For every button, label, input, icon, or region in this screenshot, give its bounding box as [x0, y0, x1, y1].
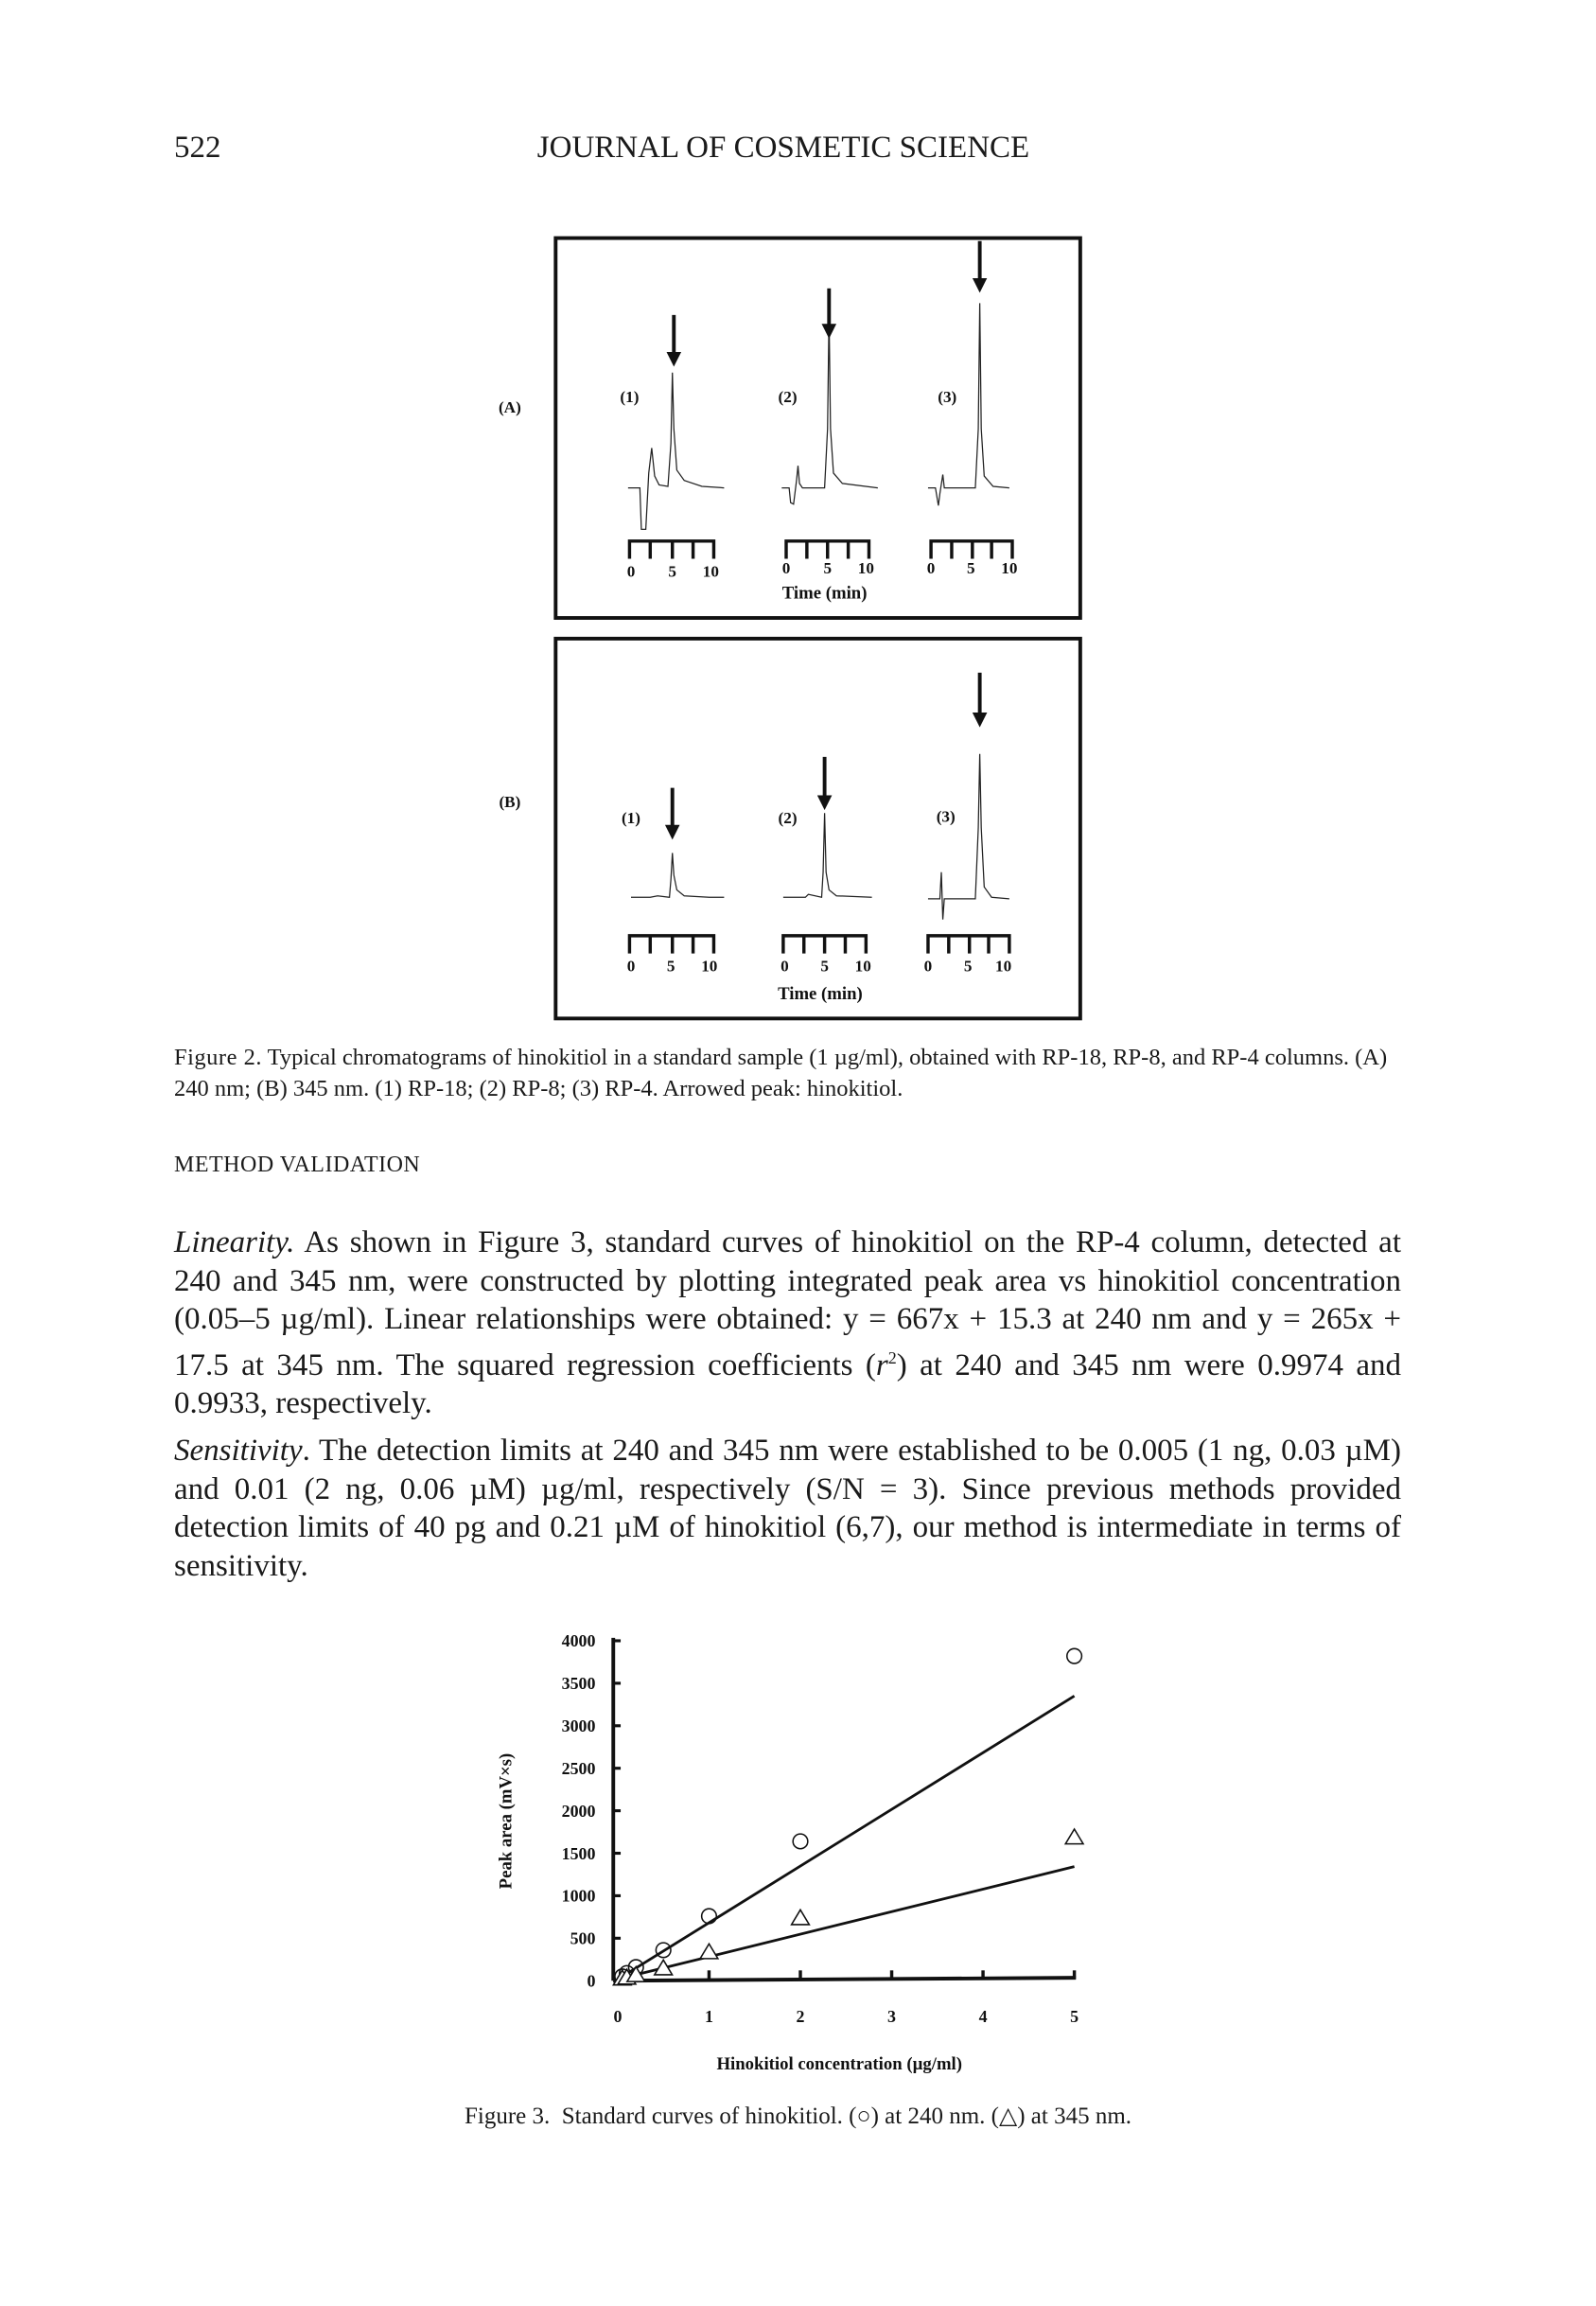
chromatogram-trace — [628, 373, 725, 530]
paragraph-text: ) at 240 and 345 nm were 0.9974 and 0.9933, respectively. — [174, 1347, 1401, 1421]
panel-label: (A) — [498, 397, 521, 416]
figure2-panel-b — [499, 639, 1079, 1018]
tick-label: 5 — [668, 562, 677, 581]
y-tick-label: 4000 — [561, 1631, 596, 1651]
axis-title: Time (min) — [781, 583, 868, 604]
math-r: r — [875, 1347, 888, 1382]
y-tick-label: 500 — [570, 1928, 596, 1948]
y-tick-label: 0 — [587, 1971, 596, 1991]
tick-label: 5 — [666, 957, 675, 976]
figure3-chart — [496, 1631, 1083, 2074]
x-tick-label: 3 — [887, 2006, 897, 2026]
tick-label: 0 — [780, 957, 789, 976]
tick-label: 10 — [701, 957, 718, 976]
time-scale-bar — [629, 541, 713, 559]
trace-label: (3) — [936, 807, 956, 826]
tick-label: 5 — [820, 957, 829, 976]
y-tick-label: 3000 — [561, 1716, 596, 1736]
x-tick-label: 0 — [613, 2006, 623, 2026]
figure2-panel-a — [499, 238, 1080, 618]
figure2-caption — [174, 1042, 1401, 1104]
trace-label: (3) — [938, 387, 957, 406]
chromatogram-trace — [928, 754, 1009, 920]
tick-label: 10 — [857, 559, 874, 578]
panel-label: (B) — [499, 792, 521, 811]
tick-label: 10 — [1001, 559, 1018, 578]
axis-title: Time (min) — [778, 984, 863, 1005]
tick-label: 5 — [963, 957, 973, 976]
x-axis — [613, 1978, 1076, 1980]
y-tick-label: 1500 — [561, 1843, 596, 1863]
fit-line-triangle — [618, 1867, 1075, 1980]
chromatogram-trace — [778, 313, 878, 504]
time-scale-bar — [783, 936, 866, 954]
data-point-triangle — [1065, 1829, 1083, 1844]
chromatogram-trace — [631, 853, 724, 897]
caption-label: Figure 2. — [174, 1045, 262, 1070]
y-tick-label: 1000 — [561, 1886, 596, 1906]
running-header: JOURNAL OF COSMETIC SCIENCE — [536, 131, 1030, 165]
paragraph-text: . The detection limits at 240 and 345 nm were established to be 0.005 (1 ng, 0.03 µM) and 0.01 (2 ng, 0.06 µM) µg/ml, respectively (S/N = 3). Since previous methods provided detection limits of 40 pg and 0.21 µM of hinokitiol (6,7), our method is intermediate in terms of sensitivity. — [174, 1434, 1401, 1583]
tick-label: 10 — [702, 562, 719, 581]
x-tick-label: 5 — [1070, 2006, 1079, 2026]
section-heading: METHOD VALIDATION — [174, 1153, 421, 1177]
x-tick-label: 2 — [796, 2006, 805, 2026]
tick-label: 5 — [823, 559, 833, 578]
figure3-caption — [0, 2101, 1596, 2132]
tick-label: 0 — [923, 957, 933, 976]
tick-label: 10 — [854, 957, 871, 976]
caption-text: Standard curves of hinokitiol. (○) at 240 nm. (△) at 345 nm. — [561, 2104, 1132, 2129]
data-point-triangle — [700, 1944, 718, 1959]
fit-line-circle — [618, 1696, 1075, 1980]
caption-text: Typical chromatograms of hinokitiol in a standard sample (1 µg/ml), obtained with RP-18, RP-8, and RP-4 columns. (A) 240 nm; (B) 345 nm. (1) RP-18; (2) RP-8; (3) RP-4. Arrowed peak: hinokitiol. — [174, 1045, 1388, 1101]
paragraph-runin-title: Sensitivity — [174, 1434, 303, 1468]
y-tick-label: 3500 — [561, 1674, 596, 1694]
tick-label: 5 — [966, 559, 975, 578]
data-point-circle — [1067, 1648, 1082, 1663]
tick-label: 0 — [626, 957, 636, 976]
x-axis-label: Hinokitiol concentration (µg/ml) — [716, 2053, 963, 2074]
trace-label: (2) — [778, 387, 798, 406]
tick-label: 0 — [781, 559, 791, 578]
paragraph-text: As shown in Figure 3, standard curves of hinokitiol on the RP-4 column, detected at 240 and 345 nm, were constructed by plotting integrated peak area vs hinokitiol concentration (0.05–5 µg/ml). Linear relationships were obtained: y = 667x + 15.3 at 240 nm and y = 265x + 17.5 at 345 nm. The squared regression coefficients ( — [174, 1225, 1401, 1382]
tick-label: 0 — [626, 562, 636, 581]
y-tick-label: 2500 — [561, 1758, 596, 1778]
paragraph-runin-title: Linearity. — [174, 1225, 295, 1259]
y-axis-label: Peak area (mV×s) — [496, 1752, 517, 1890]
tick-label: 10 — [995, 957, 1012, 976]
trace-label: (2) — [778, 809, 798, 828]
trace-label: (1) — [620, 387, 640, 406]
time-scale-bar — [786, 541, 868, 559]
page-number: 522 — [174, 131, 221, 165]
linearity-paragraph — [174, 1223, 1401, 1423]
caption-label: Figure 3. — [464, 2104, 551, 2129]
x-tick-label: 1 — [704, 2006, 713, 2026]
time-scale-bar — [629, 936, 713, 954]
data-point-circle — [793, 1834, 808, 1849]
time-scale-bar — [928, 936, 1009, 954]
data-point-triangle — [792, 1910, 810, 1925]
trace-label: (1) — [621, 809, 641, 828]
y-tick-label: 2000 — [561, 1801, 596, 1821]
time-scale-bar — [931, 541, 1012, 559]
sensitivity-paragraph — [174, 1432, 1401, 1585]
math-superscript: 2 — [887, 1347, 897, 1367]
tick-label: 0 — [926, 559, 936, 578]
x-tick-label: 4 — [978, 2006, 988, 2026]
